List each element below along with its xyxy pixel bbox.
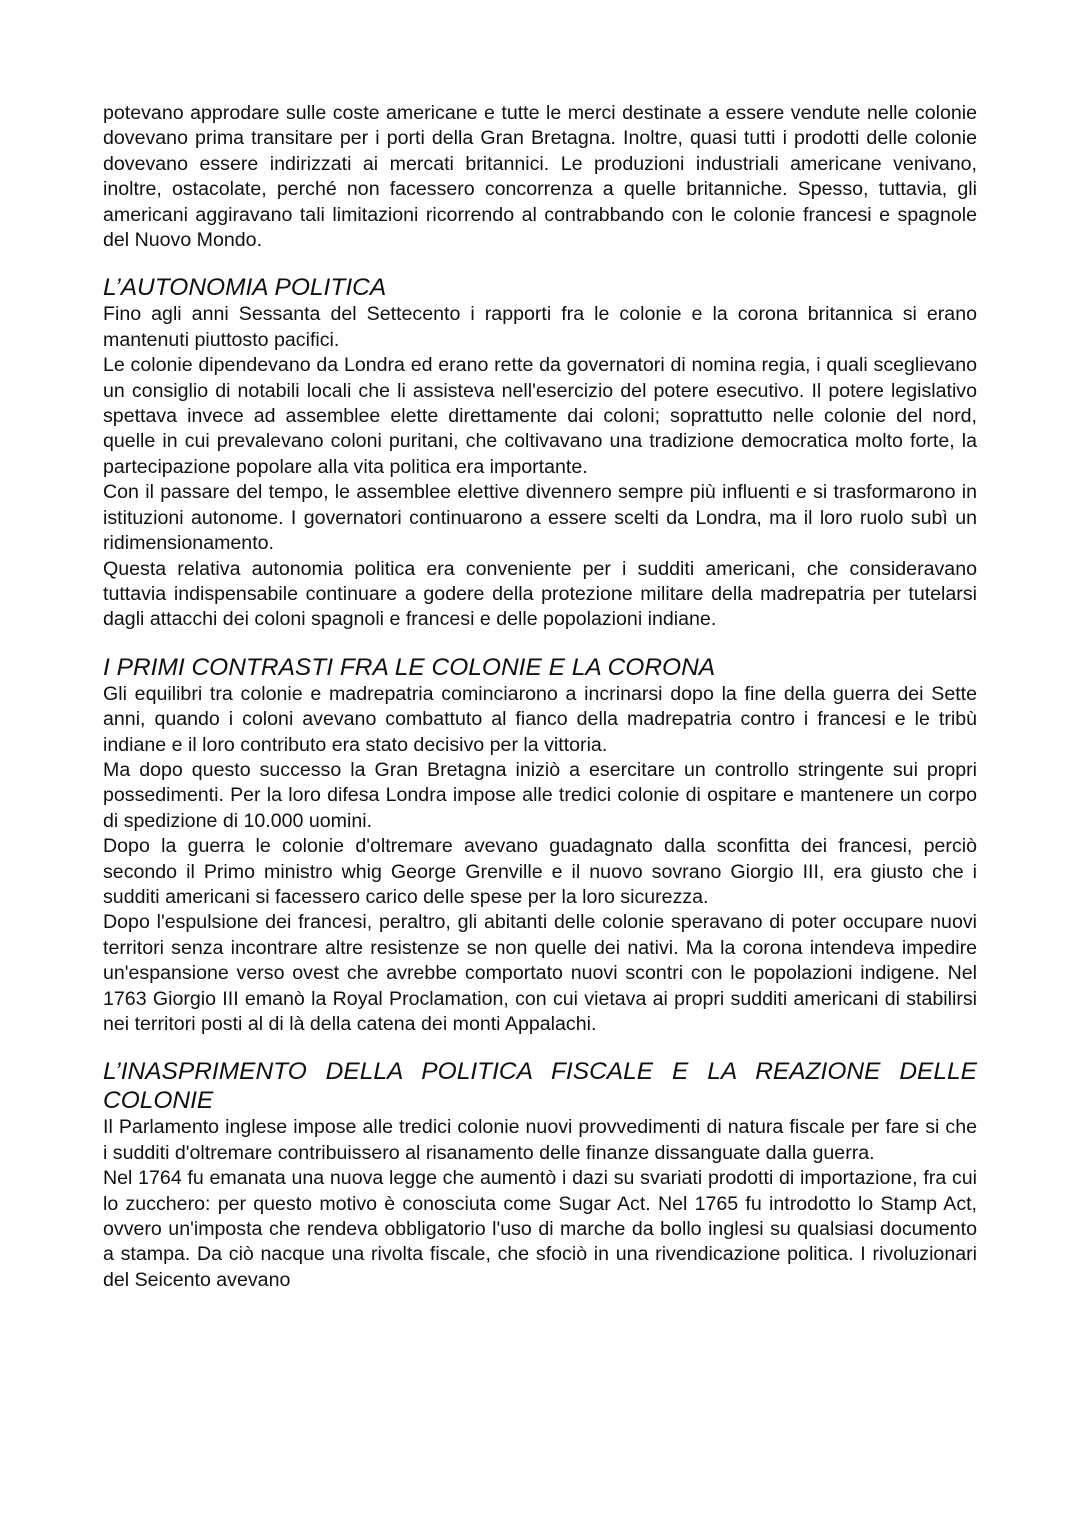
- paragraph: Fino agli anni Sessanta del Settecento i rapporti fra le colonie e la corona britannica si erano mantenuti piuttosto pacifici.: [103, 303, 977, 351]
- section-heading: I PRIMI CONTRASTI FRA LE COLONIE E LA CORONA: [103, 653, 716, 681]
- section-heading: L’AUTONOMIA POLITICA: [103, 274, 387, 302]
- paragraph: Questa relativa autonomia politica era conveniente per i sudditi americani, che consideravano tuttavia indispensabile continuare a godere della protezione militare della madrepatria per tutelarsi dagli attacchi dei coloni spagnoli e francesi e delle popolazioni indiane.: [103, 557, 977, 631]
- section-heading: L’INASPRIMENTO DELLA POLITICA FISCALE E LA REAZIONE DELLE COLONIE: [103, 1058, 977, 1115]
- section-politica-fiscale: [103, 1057, 977, 1293]
- section-primi-contrasti: [103, 653, 977, 1038]
- document-page: [103, 101, 977, 1293]
- section-autonomia-politica: [103, 273, 977, 632]
- paragraph: Il Parlamento inglese impose alle tredici colonie nuovi provvedimenti di natura fiscale per fare si che i sudditi d'oltremare contribuissero al risanamento delle finanze dissanguate dalla guerra.: [103, 1116, 977, 1164]
- paragraph: Dopo l'espulsione dei francesi, peraltro, gli abitanti delle colonie speravano di poter occupare nuovi territori senza incontrare altre resistenze se non quelle dei nativi. Ma la corona intendeva impedire un'espansione verso ovest che avrebbe comportato nuovi scontri con le popolazioni indigene. Nel 1763 Giorgio III emanò la Royal Proclamation, con cui vietava ai propri sudditi americani di stabilirsi nei territori posti al di là della catena dei monti Appalachi.: [103, 911, 977, 1035]
- intro-paragraph: potevano approdare sulle coste americane e tutte le merci destinate a essere vendute nelle colonie dovevano prima transitare per i porti della Gran Bretagna. Inoltre, quasi tutti i prodotti delle colonie dovevano essere indirizzati ai mercati britannici. Le produzioni industriali americane venivano, inoltre, ostacolate, perché non facessero concorrenza a quelle britanniche. Spesso, tuttavia, gli americani aggiravano tali limitazioni ricorrendo al contrabbando con le colonie francesi e spagnole del Nuovo Mondo.: [103, 102, 977, 252]
- paragraph: Nel 1764 fu emanata una nuova legge che aumentò i dazi su svariati prodotti di importazione, fra cui lo zucchero: per questo motivo è conosciuta come Sugar Act. Nel 1765 fu introdotto lo Stamp Act, ovvero un'imposta che rendeva obbligatorio l'uso di marche da bollo inglesi su qualsiasi documento a stampa. Da ciò nacque una rivolta fiscale, che sfociò in una rivendicazione politica. I rivoluzionari del Seicento avevano: [103, 1167, 977, 1291]
- paragraph: Con il passare del tempo, le assemblee elettive divennero sempre più influenti e si trasformarono in istituzioni autonome. I governatori continuarono a essere scelti da Londra, ma il loro ruolo subì un ridimensionamento.: [103, 481, 977, 555]
- paragraph: Le colonie dipendevano da Londra ed erano rette da governatori di nomina regia, i quali sceglievano un consiglio di notabili locali che li assisteva nell'esercizio del potere esecutivo. Il potere legislativo spettava invece ad assemblee elette direttamente dai coloni; soprattutto nelle colonie del nord, quelle in cui prevalevano coloni puritani, che coltivavano una tradizione democratica molto forte, la partecipazione popolare alla vita politica era importante.: [103, 354, 977, 478]
- paragraph: Ma dopo questo successo la Gran Bretagna iniziò a esercitare un controllo stringente sui propri possedimenti. Per la loro difesa Londra impose alle tredici colonie di ospitare e mantenere un corpo di spedizione di 10.000 uomini.: [103, 758, 977, 832]
- paragraph: Dopo la guerra le colonie d'oltremare avevano guadagnato dalla sconfitta dei francesi, perciò secondo il Primo ministro whig George Grenville e il nuovo sovrano Giorgio III, era giusto che i sudditi americani si facessero carico delle spese per la loro sicurezza.: [103, 835, 977, 908]
- paragraph: Gli equilibri tra colonie e madrepatria cominciarono a incrinarsi dopo la fine della guerra dei Sette anni, quando i coloni avevano combattuto al fianco della madrepatria contro i francesi e le tribù indiane e il loro contributo era stato decisivo per la vittoria.: [103, 682, 977, 756]
